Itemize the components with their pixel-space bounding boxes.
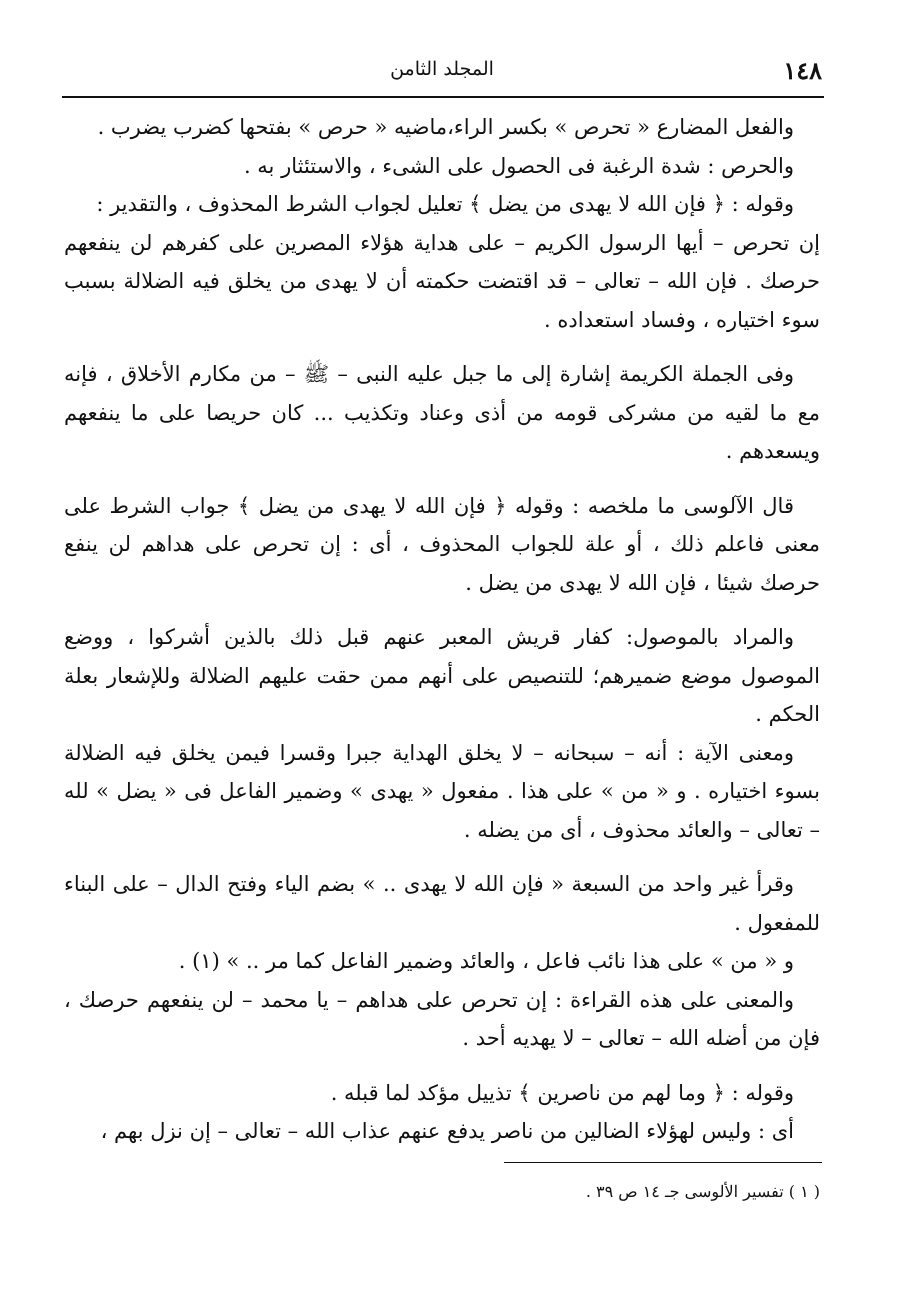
paragraph: والمراد بالموصول: كفار قريش المعبر عنهم قبل ذلك بالذين أشركوا ، ووضع الموصول موضع ضميرهم؛ للتنصيص على أنهم ممن حقت عليهم الضلالة وللإشعار بعلة الحكم . <box>64 625 820 726</box>
footnote-divider <box>504 1162 822 1163</box>
page-header <box>62 52 822 92</box>
paragraph: و « من » على هذا نائب فاعل ، والعائد وضمير الفاعل كما مر .. » (١) . <box>178 949 794 973</box>
paragraph: وقوله : ﴿ وما لهم من ناصرين ﴾ تذييل مؤكد لما قبله . <box>330 1080 794 1105</box>
paragraph: وقرأ غير واحد من السبعة « فإن الله لا يهدى .. » بضم الياء وفتح الدال – على البناء للمفعول . <box>64 872 820 935</box>
paragraph: ومعنى الآية : أنه – سبحانه – لا يخلق الهداية جبرا وقسرا فيمن يخلق فيه الضلالة بسوء اختياره . و « من » على هذا . مفعول « يهدى » وضمير الفاعل فى « يضل » لله – تعالى – والعائد محذوف ، أى من يضله . <box>64 740 820 842</box>
paragraph: والمعنى على هذه القراءة : إن تحرص على هداهم – يا محمد – لن ينفعهم حرصك ، فإن من أضله الله – تعالى – لا يهديه أحد . <box>64 987 820 1050</box>
paragraph: وفى الجملة الكريمة إشارة إلى ما جبل عليه النبى – ﷺ – من مكارم الأخلاق ، فإنه مع ما لقيه من مشركى قومه من أذى وعناد وتكذيب ... كان حريصا على ما ينفعهم ويسعدهم . <box>64 362 820 463</box>
paragraph: إن تحرص – أيها الرسول الكريم – على هداية هؤلاء المصرين على كفرهم لن ينفعهم حرصك . فإن الله – تعالى – قد اقتضت حكمته أن لا يهدى من يخلق فيه الضلالة بسبب سوء اختياره ، وفساد استعداده . <box>64 230 820 332</box>
running-title: المجلد الثامن <box>390 58 494 80</box>
main-text <box>64 108 820 1151</box>
paragraph: والفعل المضارع « تحرص » بكسر الراء،ماضيه « حرص » بفتحها كضرب يضرب . <box>97 115 794 139</box>
header-divider <box>62 96 824 98</box>
paragraph: قال الآلوسى ما ملخصه : وقوله ﴿ فإن الله لا يهدى من يضل ﴾ جواب الشرط على معنى فاعلم ذلك ، أو علة للجواب المحذوف ، أى : إن تحرص على هداهم لن ينفع حرصك شيئا ، فإن الله لا يهدى من يضل . <box>64 493 820 595</box>
paragraph: أى : وليس لهؤلاء الضالين من ناصر يدفع عنهم عذاب الله – تعالى – إن نزل بهم ، <box>100 1119 794 1143</box>
footnote: ( ١ ) تفسير الألوسى جـ ١٤ ص ٣٩ . <box>585 1182 820 1201</box>
paragraph: وقوله : ﴿ فإن الله لا يهدى من يضل ﴾ تعليل لجواب الشرط المحذوف ، والتقدير : <box>96 192 794 216</box>
paragraph: والحرص : شدة الرغبة فى الحصول على الشىء ، والاستئثار به . <box>243 153 794 178</box>
page-number: ١٤٨ <box>783 56 822 85</box>
